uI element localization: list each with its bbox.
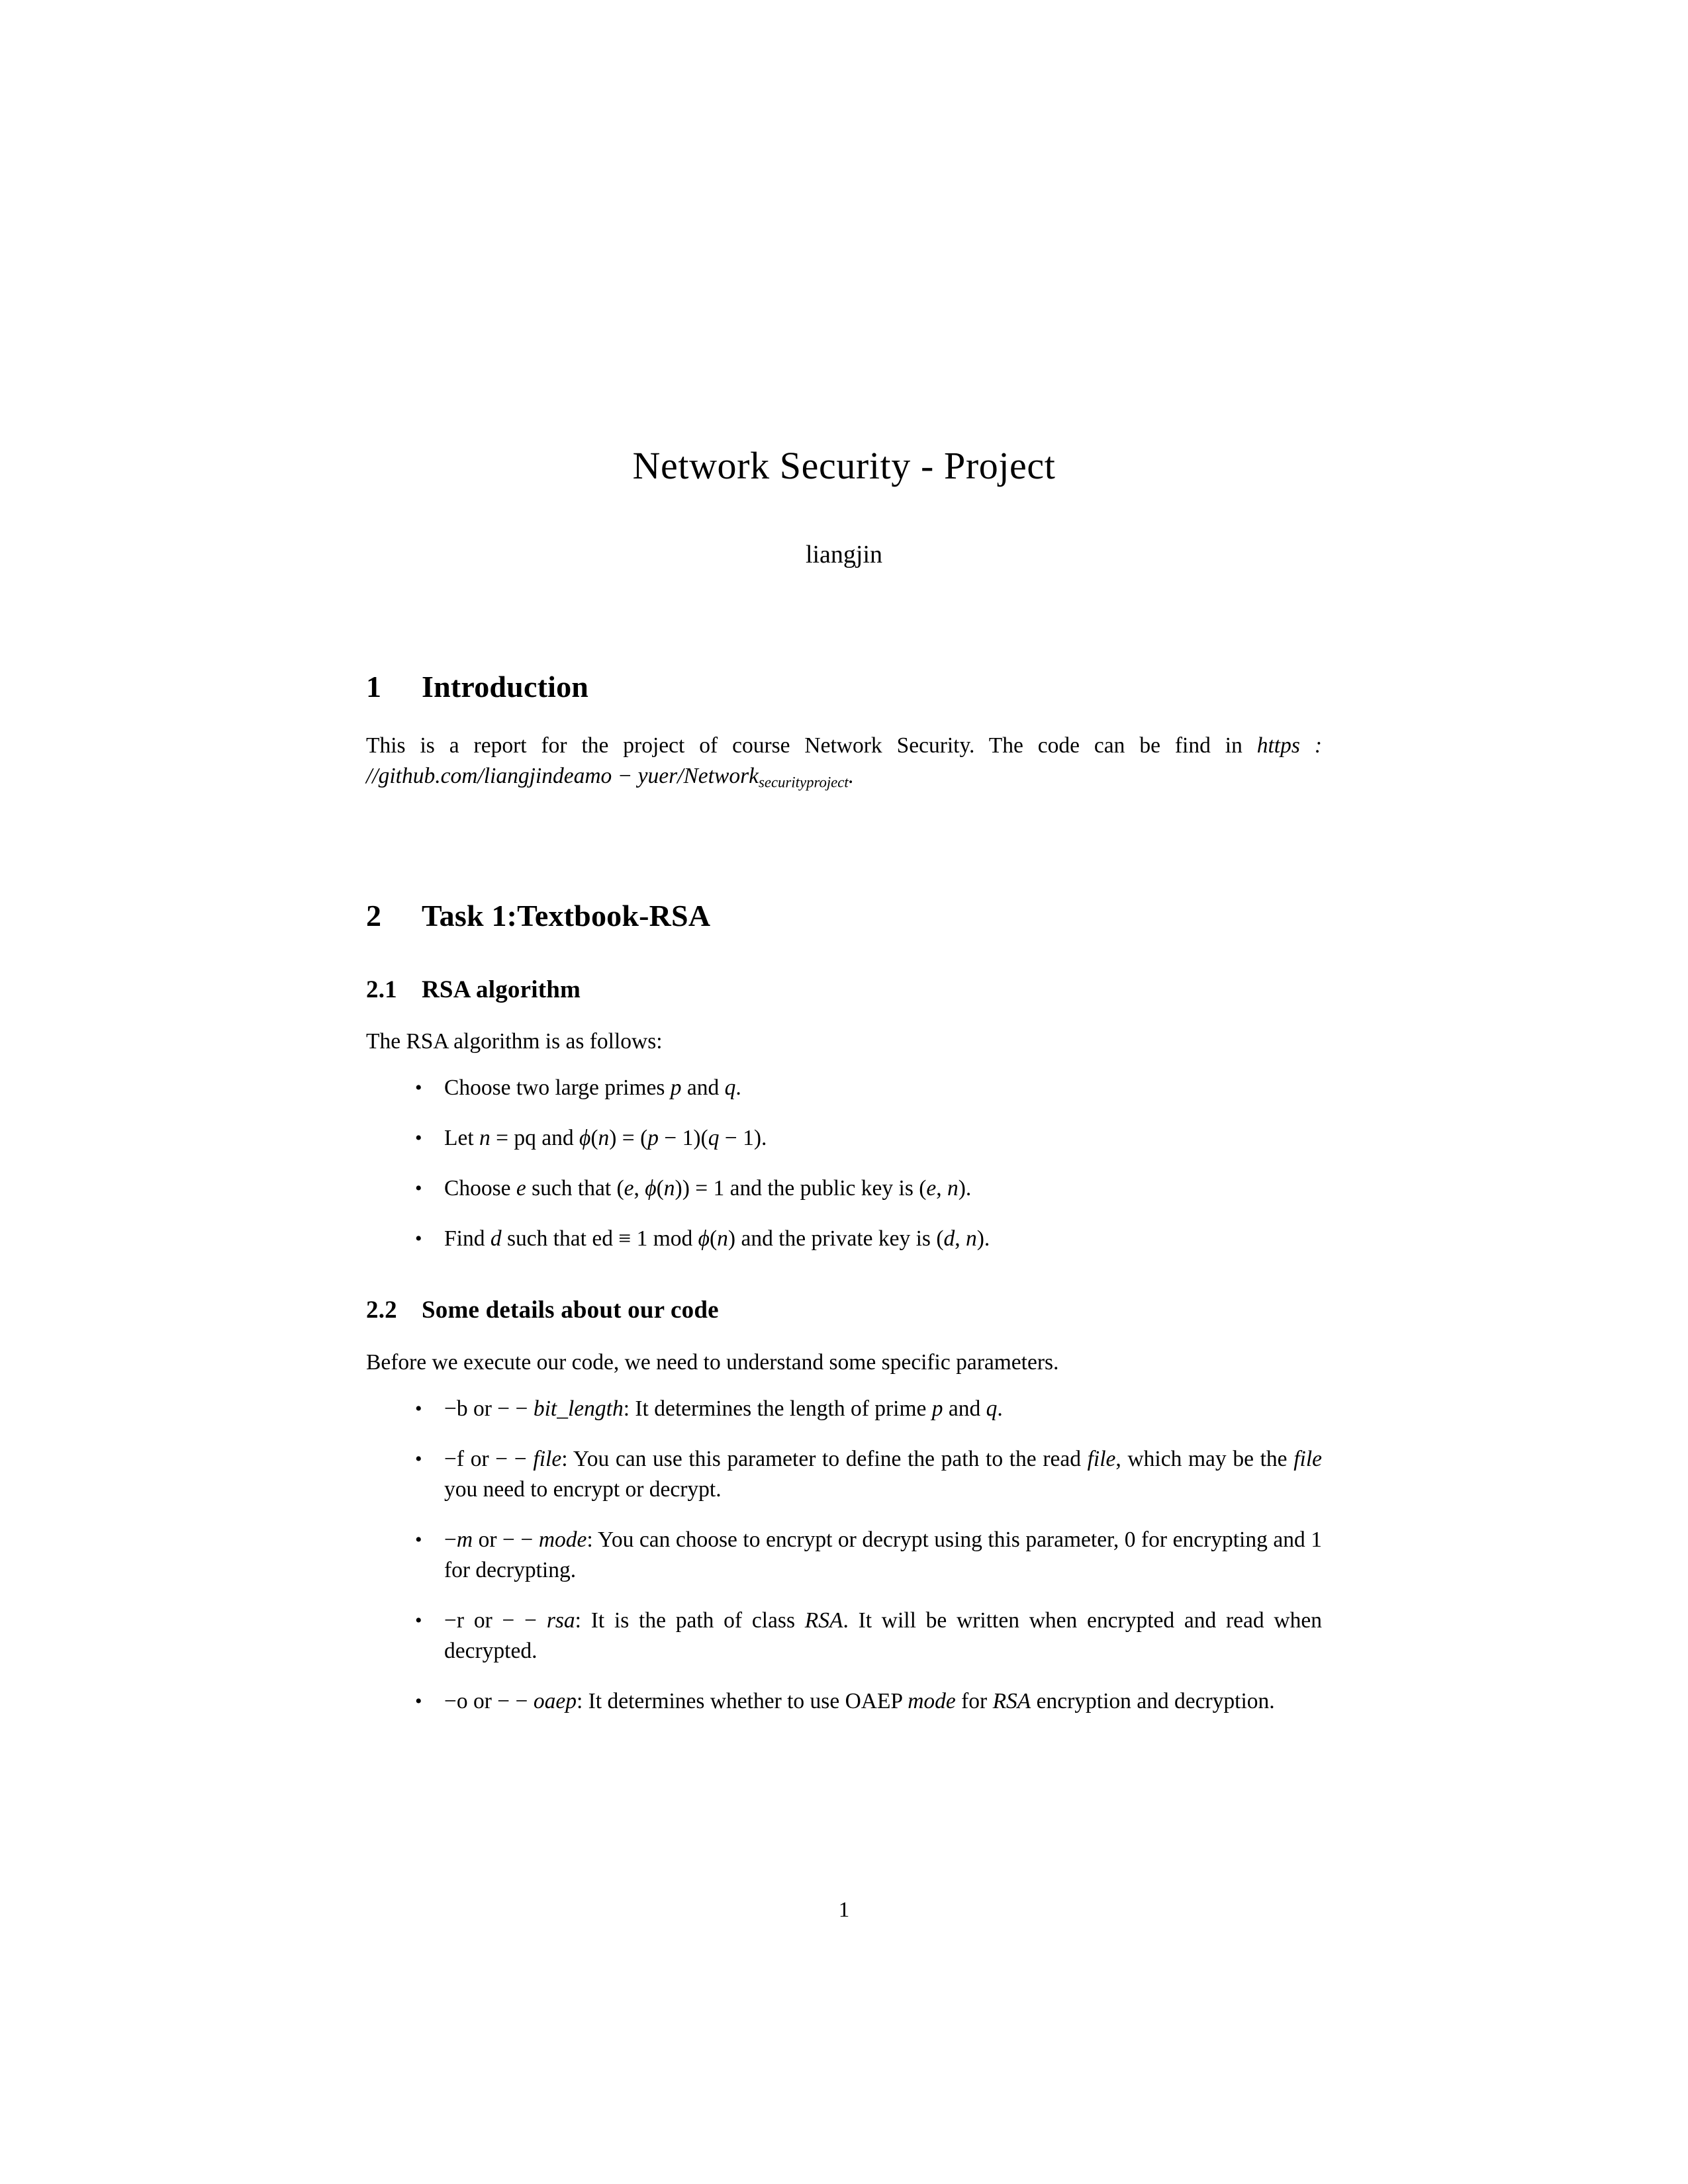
- code-parameters-list: [366, 1394, 1322, 1717]
- bullet-icon: •: [415, 1447, 422, 1470]
- subsection-number: 2.1: [366, 976, 397, 1003]
- list-item-label: Find d such that ed ≡ 1 mod ϕ(n) and the private key is (d, n).: [444, 1226, 990, 1251]
- bullet-icon: •: [415, 1127, 422, 1150]
- spacer: [366, 798, 1322, 899]
- subsection-heading-code-details: [366, 1297, 1322, 1325]
- bullet-icon: •: [415, 1228, 422, 1250]
- list-item: [366, 1444, 1322, 1505]
- list-item: [366, 1224, 1322, 1254]
- subsection-number: 2.2: [366, 1297, 397, 1324]
- spacer: [366, 1378, 1322, 1394]
- spacer: [366, 704, 1322, 731]
- bullet-icon: •: [415, 1077, 422, 1099]
- list-item-label: −m or − − mode: You can choose to encrypt or decrypt using this parameter, 0 for encrypting and 1 for decrypting.: [444, 1527, 1322, 1582]
- page-number: 1: [838, 1898, 850, 1922]
- list-item: [366, 1073, 1322, 1103]
- introduction-text: This is a report for the project of course Network Security. The code can be find in: [366, 733, 1257, 758]
- list-item-label: −b or − − bit_length: It determines the length of prime p and q.: [444, 1396, 1003, 1421]
- spacer: [366, 1325, 1322, 1347]
- bullet-icon: •: [415, 1609, 422, 1631]
- code-details-intro: Before we execute our code, we need to understand some specific parameters.: [366, 1349, 1059, 1375]
- introduction-paragraph: [366, 731, 1322, 797]
- list-item: [366, 1173, 1322, 1204]
- list-item: [366, 1525, 1322, 1586]
- section-number: 1: [366, 669, 382, 704]
- list-item-label: Choose e such that (e, ϕ(n)) = 1 and the public key is (e, n).: [444, 1176, 972, 1201]
- list-item-label: −f or − − file: You can use this parameter to define the path to the read file, which may be the file you need to encrypt or decrypt.: [444, 1446, 1322, 1502]
- bullet-icon: •: [415, 1397, 422, 1420]
- list-item: [366, 1606, 1322, 1666]
- page-title: Network Security - Project: [632, 444, 1056, 487]
- section-title: Task 1:Textbook-RSA: [422, 898, 711, 933]
- section-title: Introduction: [422, 669, 589, 704]
- rsa-algorithm-intro: The RSA algorithm is as follows:: [366, 1029, 663, 1054]
- repository-url: https : //github.com/liangjindeamo − yuer/Network$_{securityproject}$.: [366, 733, 1322, 791]
- list-item-label: Choose two large primes p and q.: [444, 1075, 741, 1101]
- list-item: [366, 1686, 1322, 1717]
- subsection-title: RSA algorithm: [422, 976, 581, 1003]
- spacer: [366, 569, 1322, 670]
- spacer: [366, 934, 1322, 976]
- spacer: [366, 1004, 1322, 1026]
- bullet-icon: •: [415, 1528, 422, 1551]
- url-subscript-security: security: [758, 774, 807, 791]
- spacer: [366, 1254, 1322, 1297]
- rsa-algorithm-list: [366, 1073, 1322, 1254]
- list-item: [366, 1123, 1322, 1154]
- page-content: [366, 0, 1322, 1717]
- document-author: liangjin: [805, 540, 883, 569]
- subsection-title: Some details about our code: [422, 1297, 719, 1324]
- spacer: [366, 1057, 1322, 1073]
- list-item-label: Let n = pq and ϕ(n) = (p − 1)(q − 1).: [444, 1126, 767, 1151]
- list-item: [366, 1394, 1322, 1424]
- section-heading-introduction: [366, 670, 1322, 705]
- bullet-icon: •: [415, 1690, 422, 1712]
- list-item-label: −r or − − rsa: It is the path of class RSA. It will be written when encrypted and read when decrypted.: [444, 1608, 1322, 1663]
- list-item-label: −o or − − oaep: It determines whether to use OAEP mode for RSA encryption and decryption.: [444, 1688, 1275, 1713]
- subsection-heading-rsa-algorithm: [366, 976, 1322, 1005]
- section-heading-task1: [366, 899, 1322, 934]
- url-subscript-project: project: [806, 774, 849, 791]
- bullet-icon: •: [415, 1177, 422, 1200]
- section-number: 2: [366, 898, 382, 933]
